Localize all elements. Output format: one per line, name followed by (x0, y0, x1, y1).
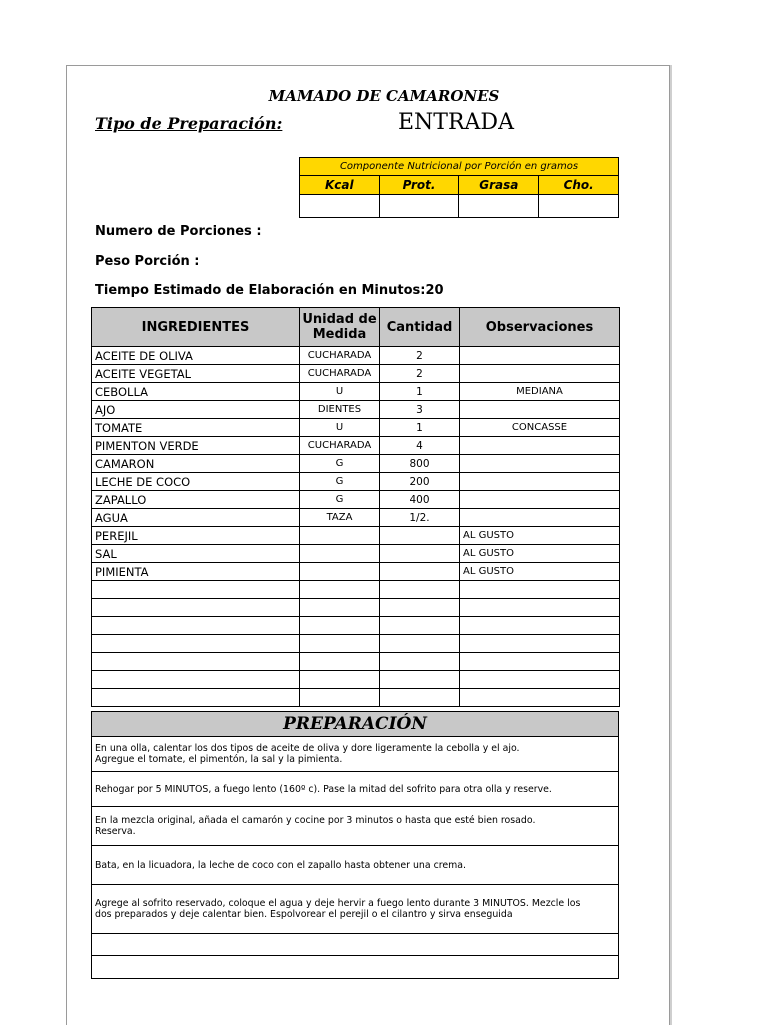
ingredient-qty (380, 617, 460, 635)
ingredient-name: AGUA (92, 509, 300, 527)
preparation-step-text (92, 885, 619, 934)
ingredient-obs (460, 401, 620, 419)
preparation-step (92, 772, 619, 807)
ingredient-obs: MEDIANA (460, 383, 620, 401)
table-row (92, 689, 620, 707)
recipe-title: MAMADO DE CAMARONES (268, 87, 500, 105)
tipo-value: ENTRADA (398, 110, 514, 135)
ingredient-qty (380, 653, 460, 671)
ingredient-name (92, 599, 300, 617)
nutrition-value-cho (539, 195, 619, 218)
ingredient-name (92, 689, 300, 707)
ingredient-obs (460, 437, 620, 455)
table-row (92, 617, 620, 635)
preparation-step-text (92, 772, 619, 807)
table-row (92, 653, 620, 671)
preparation-step (92, 846, 619, 885)
preparation-step (92, 956, 619, 979)
table-row (92, 563, 620, 581)
ingredient-unit: G (300, 491, 380, 509)
ingredient-obs (460, 599, 620, 617)
ingredient-obs (460, 509, 620, 527)
header-observaciones: Observaciones (460, 308, 620, 347)
ingredient-obs (460, 491, 620, 509)
step-line: Rehogar por 5 MINUTOS, a fuego lento (160º c). Pase la mitad del sofrito para otra olla y reserve. (95, 783, 552, 795)
tipo-label: Tipo de Preparación: (95, 114, 283, 133)
ingredient-qty: 200 (380, 473, 460, 491)
ingredient-unit: TAZA (300, 509, 380, 527)
ingredient-unit (300, 689, 380, 707)
nutrition-value-prot (379, 195, 459, 218)
ingredient-name: PIMIENTA (92, 563, 300, 581)
step-line: Agregue el tomate, el pimentón, la sal y la pimienta. (95, 754, 343, 765)
ingredient-name: ACEITE VEGETAL (92, 365, 300, 383)
ingredient-unit (300, 635, 380, 653)
ingredient-unit: CUCHARADA (300, 347, 380, 365)
preparation-step (92, 885, 619, 934)
ingredient-name (92, 653, 300, 671)
ingredient-obs (460, 653, 620, 671)
step-line: dos preparados y deje calentar bien. Espolvorear el perejil o el cilantro y sirva enseguida (95, 909, 513, 920)
ingredient-qty: 1 (380, 383, 460, 401)
nutrition-value-kcal (300, 195, 380, 218)
table-row (92, 545, 620, 563)
nutrition-table (299, 157, 619, 218)
ingredient-obs (460, 617, 620, 635)
porciones-label: Numero de Porciones : (95, 224, 262, 239)
ingredient-qty (380, 563, 460, 581)
ingredient-obs: AL GUSTO (460, 563, 620, 581)
ingredient-name: CEBOLLA (92, 383, 300, 401)
ingredient-unit (300, 527, 380, 545)
preparation-step (92, 807, 619, 846)
nutrition-value-grasa (459, 195, 539, 218)
table-row (92, 473, 620, 491)
ingredient-name (92, 581, 300, 599)
table-row (92, 527, 620, 545)
ingredient-qty (380, 545, 460, 563)
header-ingredientes: INGREDIENTES (92, 308, 300, 347)
ingredient-qty (380, 527, 460, 545)
step-line: En la mezcla original, añada el camarón y cocine por 3 minutos o hasta que esté bien rosado. (95, 815, 536, 826)
preparation-table (91, 711, 619, 979)
table-row (92, 365, 620, 383)
ingredient-name: CAMARON (92, 455, 300, 473)
ingredient-qty: 1 (380, 419, 460, 437)
ingredients-table (91, 307, 620, 707)
ingredient-obs (460, 455, 620, 473)
ingredient-name: ACEITE DE OLIVA (92, 347, 300, 365)
ingredient-name: TOMATE (92, 419, 300, 437)
preparation-step-text (92, 956, 619, 979)
step-line: En una olla, calentar los dos tipos de aceite de oliva y dore ligeramente la cebolla y el ajo. (95, 743, 520, 754)
nutrition-col-kcal: Kcal (300, 176, 380, 195)
ingredient-name: ZAPALLO (92, 491, 300, 509)
ingredient-unit (300, 563, 380, 581)
step-line: Bata, en la licuadora, la leche de coco con el zapallo hasta obtener una crema. (95, 859, 467, 871)
ingredient-obs (460, 581, 620, 599)
ingredient-obs (460, 473, 620, 491)
ingredient-qty: 2 (380, 365, 460, 383)
preparation-step-text (92, 846, 619, 885)
ingredient-unit: CUCHARADA (300, 437, 380, 455)
table-row (92, 635, 620, 653)
ingredient-name: AJO (92, 401, 300, 419)
ingredient-qty: 2 (380, 347, 460, 365)
table-row (92, 437, 620, 455)
ingredient-qty: 3 (380, 401, 460, 419)
ingredient-unit: CUCHARADA (300, 365, 380, 383)
ingredient-unit (300, 545, 380, 563)
ingredient-qty (380, 689, 460, 707)
ingredient-qty (380, 599, 460, 617)
ingredient-name: PIMENTON VERDE (92, 437, 300, 455)
nutrition-col-cho: Cho. (539, 176, 619, 195)
table-row (92, 491, 620, 509)
table-row (92, 671, 620, 689)
table-row (92, 347, 620, 365)
ingredient-name: SAL (92, 545, 300, 563)
step-line: Agrege al sofrito reservado, coloque el agua y deje hervir a fuego lento durante 3 MINUTOS. Mezcle los (95, 898, 581, 909)
nutrition-col-prot: Prot. (379, 176, 459, 195)
nutrition-header: Componente Nutricional por Porción en gramos (300, 158, 619, 176)
table-row (92, 599, 620, 617)
ingredient-obs (460, 671, 620, 689)
ingredient-name: PEREJIL (92, 527, 300, 545)
ingredient-unit: G (300, 473, 380, 491)
tiempo-label: Tiempo Estimado de Elaboración en Minutos:20 (95, 283, 444, 298)
ingredient-qty (380, 635, 460, 653)
ingredient-qty: 1/2. (380, 509, 460, 527)
ingredient-unit (300, 617, 380, 635)
table-row (92, 419, 620, 437)
nutrition-col-grasa: Grasa (459, 176, 539, 195)
preparation-step (92, 737, 619, 772)
preparation-step-text (92, 934, 619, 956)
ingredient-obs (460, 689, 620, 707)
ingredient-unit (300, 671, 380, 689)
table-row (92, 581, 620, 599)
table-row (92, 383, 620, 401)
ingredient-qty (380, 581, 460, 599)
table-row (92, 509, 620, 527)
ingredient-obs (460, 635, 620, 653)
ingredient-obs: AL GUSTO (460, 527, 620, 545)
table-row (92, 401, 620, 419)
preparation-step (92, 934, 619, 956)
step-line: Reserva. (95, 826, 136, 837)
ingredient-name (92, 635, 300, 653)
ingredient-qty: 800 (380, 455, 460, 473)
ingredient-qty: 400 (380, 491, 460, 509)
ingredient-obs (460, 347, 620, 365)
preparation-heading: PREPARACIÓN (92, 712, 619, 737)
ingredient-qty: 4 (380, 437, 460, 455)
table-row (92, 455, 620, 473)
ingredient-obs: AL GUSTO (460, 545, 620, 563)
ingredient-unit (300, 653, 380, 671)
preparation-step-text (92, 737, 619, 772)
ingredient-unit (300, 599, 380, 617)
header-cantidad: Cantidad (380, 308, 460, 347)
ingredient-name: LECHE DE COCO (92, 473, 300, 491)
ingredient-unit: U (300, 383, 380, 401)
ingredient-unit: U (300, 419, 380, 437)
ingredient-unit (300, 581, 380, 599)
ingredient-unit: G (300, 455, 380, 473)
header-unidad: Unidad de Medida (300, 308, 380, 347)
ingredient-name (92, 617, 300, 635)
ingredient-obs (460, 365, 620, 383)
preparation-step-text (92, 807, 619, 846)
ingredient-name (92, 671, 300, 689)
peso-label: Peso Porción : (95, 254, 200, 269)
ingredient-unit: DIENTES (300, 401, 380, 419)
ingredient-obs: CONCASSE (460, 419, 620, 437)
ingredient-qty (380, 671, 460, 689)
